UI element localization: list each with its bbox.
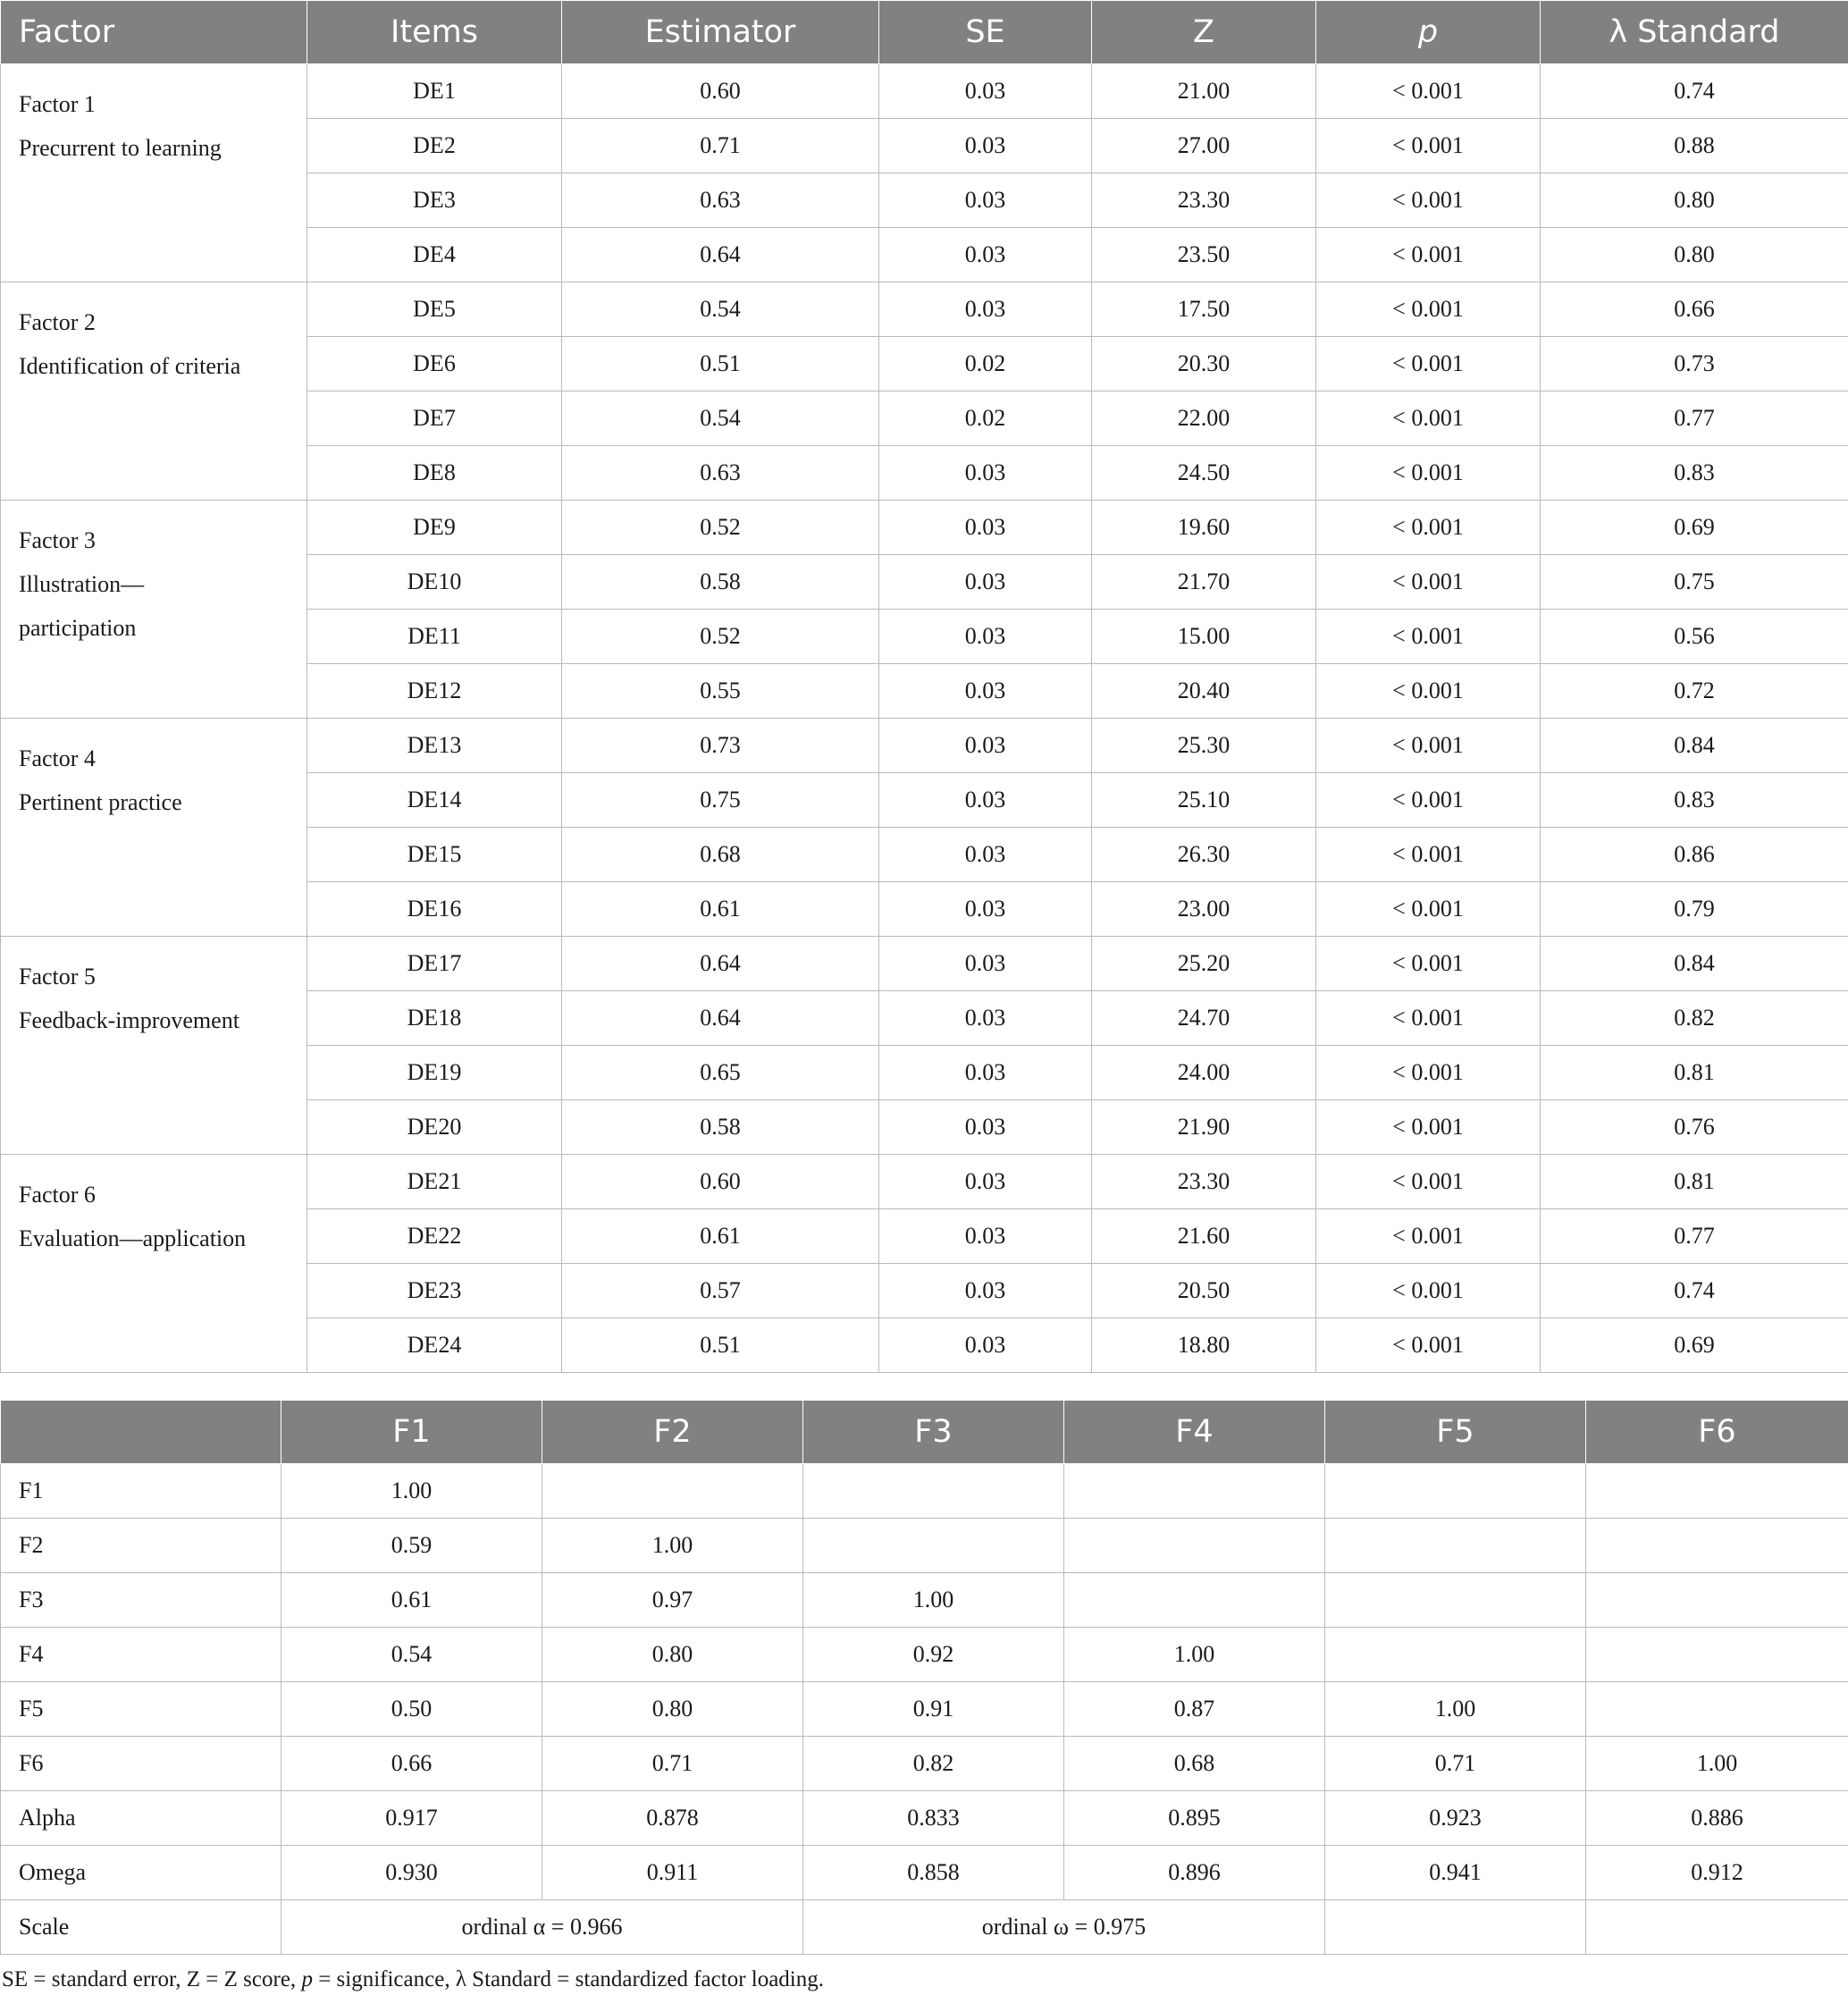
column-header-f2: F2: [542, 1401, 803, 1464]
cell-p-value: < 0.001: [1316, 391, 1541, 446]
cell-p-value: < 0.001: [1316, 173, 1541, 228]
table-row: [1, 1846, 1848, 1900]
cell-estimator: 0.64: [562, 937, 879, 991]
cell-estimator: 0.57: [562, 1264, 879, 1318]
cell-z: 23.30: [1092, 1155, 1316, 1209]
cell-f2: 1.00: [542, 1519, 803, 1573]
factor-cell: [1, 719, 307, 937]
cell-p-value: < 0.001: [1316, 555, 1541, 610]
cell-se: 0.03: [879, 282, 1092, 337]
cell-lambda-standard: 0.81: [1541, 1155, 1848, 1209]
cell-p-value: < 0.001: [1316, 773, 1541, 828]
cell-estimator: 0.71: [562, 119, 879, 173]
cell-f6: [1586, 1464, 1848, 1519]
footnote-p-symbol: p: [301, 1967, 313, 1991]
cell-z: 25.30: [1092, 719, 1316, 773]
cell-f2: 0.97: [542, 1573, 803, 1628]
column-header-f4: F4: [1064, 1401, 1325, 1464]
cell-se: 0.03: [879, 610, 1092, 664]
cell-f4: [1064, 1519, 1325, 1573]
empty-cell: [1325, 1900, 1586, 1955]
cell-f6: 0.886: [1586, 1791, 1848, 1846]
cell-lambda-standard: 0.84: [1541, 719, 1848, 773]
cell-lambda-standard: 0.74: [1541, 1264, 1848, 1318]
cell-p-value: < 0.001: [1316, 282, 1541, 337]
factor-correlation-table: [0, 1400, 1848, 1955]
cell-f5: 1.00: [1325, 1682, 1586, 1737]
table-header-row: [1, 1, 1848, 64]
cell-item: DE4: [307, 228, 562, 282]
cell-estimator: 0.54: [562, 391, 879, 446]
cell-f1: 0.54: [281, 1628, 542, 1682]
cell-lambda-standard: 0.56: [1541, 610, 1848, 664]
cell-p-value: < 0.001: [1316, 1100, 1541, 1155]
cell-f1: 0.50: [281, 1682, 542, 1737]
cell-item: DE10: [307, 555, 562, 610]
cell-f5: [1325, 1573, 1586, 1628]
cell-f1: 0.66: [281, 1737, 542, 1791]
factor-name: Identification of criteria: [19, 353, 241, 379]
cell-item: DE18: [307, 991, 562, 1046]
cell-z: 21.00: [1092, 64, 1316, 119]
factor-number: Factor 3: [19, 527, 96, 553]
cell-p-value: < 0.001: [1316, 446, 1541, 501]
cell-estimator: 0.63: [562, 446, 879, 501]
cell-se: 0.02: [879, 391, 1092, 446]
cell-f3: 0.82: [803, 1737, 1064, 1791]
cell-z: 17.50: [1092, 282, 1316, 337]
table-footnote: [0, 1967, 1848, 1992]
cell-estimator: 0.55: [562, 664, 879, 719]
cell-lambda-standard: 0.83: [1541, 446, 1848, 501]
table-header-row: [1, 1401, 1848, 1464]
factor-number: Factor 2: [19, 309, 96, 335]
table-row: [1, 937, 1848, 991]
table-row: [1, 501, 1848, 555]
cell-z: 21.70: [1092, 555, 1316, 610]
cell-p-value: < 0.001: [1316, 119, 1541, 173]
cell-item: DE9: [307, 501, 562, 555]
cell-p-value: < 0.001: [1316, 664, 1541, 719]
cell-se: 0.03: [879, 446, 1092, 501]
cell-lambda-standard: 0.86: [1541, 828, 1848, 882]
cell-z: 24.70: [1092, 991, 1316, 1046]
table-row: [1, 1464, 1848, 1519]
cell-f3: 0.91: [803, 1682, 1064, 1737]
column-header-f5: F5: [1325, 1401, 1586, 1464]
table-row: [1, 1791, 1848, 1846]
row-label: Alpha: [1, 1791, 281, 1846]
cell-z: 20.30: [1092, 337, 1316, 391]
cell-estimator: 0.54: [562, 282, 879, 337]
scale-row: [1, 1900, 1848, 1955]
cell-f6: [1586, 1573, 1848, 1628]
cell-se: 0.03: [879, 1318, 1092, 1373]
cell-f2: 0.80: [542, 1682, 803, 1737]
cell-f4: [1064, 1573, 1325, 1628]
factor-cell: [1, 64, 307, 282]
table-row: [1, 1155, 1848, 1209]
column-header-items: Items: [307, 1, 562, 64]
cell-item: DE24: [307, 1318, 562, 1373]
cell-f5: 0.71: [1325, 1737, 1586, 1791]
cell-item: DE17: [307, 937, 562, 991]
cell-lambda-standard: 0.80: [1541, 173, 1848, 228]
cell-z: 27.00: [1092, 119, 1316, 173]
factor-cell: [1, 937, 307, 1155]
factor-cell: [1, 1155, 307, 1373]
cell-estimator: 0.52: [562, 501, 879, 555]
table-row: [1, 719, 1848, 773]
cell-se: 0.03: [879, 555, 1092, 610]
table-row: [1, 1628, 1848, 1682]
table-gap: [0, 1373, 1848, 1400]
cell-se: 0.03: [879, 228, 1092, 282]
cell-item: DE16: [307, 882, 562, 937]
cell-p-value: < 0.001: [1316, 1318, 1541, 1373]
cell-estimator: 0.58: [562, 1100, 879, 1155]
table-row: [1, 1737, 1848, 1791]
cell-estimator: 0.75: [562, 773, 879, 828]
cell-item: DE21: [307, 1155, 562, 1209]
cell-lambda-standard: 0.81: [1541, 1046, 1848, 1100]
empty-cell: [1586, 1900, 1848, 1955]
cell-f6: [1586, 1682, 1848, 1737]
cell-f3: [803, 1464, 1064, 1519]
cell-p-value: < 0.001: [1316, 1264, 1541, 1318]
cell-f4: 0.895: [1064, 1791, 1325, 1846]
column-header-se: SE: [879, 1, 1092, 64]
cell-se: 0.03: [879, 1264, 1092, 1318]
cell-p-value: < 0.001: [1316, 228, 1541, 282]
cell-item: DE14: [307, 773, 562, 828]
cell-f1: 0.59: [281, 1519, 542, 1573]
cell-lambda-standard: 0.73: [1541, 337, 1848, 391]
cell-estimator: 0.60: [562, 1155, 879, 1209]
row-label: F2: [1, 1519, 281, 1573]
cell-z: 23.30: [1092, 173, 1316, 228]
row-label: F3: [1, 1573, 281, 1628]
column-header-z: Z: [1092, 1, 1316, 64]
cell-estimator: 0.51: [562, 337, 879, 391]
factor-name: Pertinent practice: [19, 789, 182, 815]
cell-item: DE22: [307, 1209, 562, 1264]
cell-estimator: 0.51: [562, 1318, 879, 1373]
cell-f5: [1325, 1464, 1586, 1519]
cell-f6: [1586, 1519, 1848, 1573]
column-header-f1: F1: [281, 1401, 542, 1464]
column-header-p: p: [1316, 1, 1541, 64]
cell-lambda-standard: 0.69: [1541, 501, 1848, 555]
cell-f3: 0.833: [803, 1791, 1064, 1846]
cell-se: 0.03: [879, 173, 1092, 228]
cell-estimator: 0.58: [562, 555, 879, 610]
cell-f5: [1325, 1519, 1586, 1573]
cell-f2: [542, 1464, 803, 1519]
cell-z: 24.00: [1092, 1046, 1316, 1100]
factor-name: Feedback-improvement: [19, 1007, 239, 1033]
cell-se: 0.03: [879, 1155, 1092, 1209]
cell-f4: 0.87: [1064, 1682, 1325, 1737]
cell-z: 20.40: [1092, 664, 1316, 719]
cell-se: 0.03: [879, 828, 1092, 882]
factor-cell: [1, 282, 307, 501]
cell-z: 26.30: [1092, 828, 1316, 882]
cell-se: 0.03: [879, 719, 1092, 773]
cell-lambda-standard: 0.88: [1541, 119, 1848, 173]
cell-se: 0.03: [879, 119, 1092, 173]
cell-z: 20.50: [1092, 1264, 1316, 1318]
cell-lambda-standard: 0.76: [1541, 1100, 1848, 1155]
cell-estimator: 0.52: [562, 610, 879, 664]
table-row: [1, 64, 1848, 119]
cell-p-value: < 0.001: [1316, 337, 1541, 391]
row-label: Scale: [1, 1900, 281, 1955]
cell-estimator: 0.63: [562, 173, 879, 228]
column-header-estimator: Estimator: [562, 1, 879, 64]
factor-name: Precurrent to learning: [19, 135, 222, 161]
factor-cell: [1, 501, 307, 719]
cell-lambda-standard: 0.77: [1541, 1209, 1848, 1264]
cell-item: DE2: [307, 119, 562, 173]
cell-estimator: 0.61: [562, 1209, 879, 1264]
cell-estimator: 0.60: [562, 64, 879, 119]
cell-se: 0.03: [879, 882, 1092, 937]
footnote-part2: = significance, λ Standard = standardized factor loading.: [312, 1967, 825, 1991]
cell-se: 0.03: [879, 501, 1092, 555]
footnote-part1: SE = standard error, Z = Z score,: [2, 1967, 302, 1991]
cell-f3: 1.00: [803, 1573, 1064, 1628]
cell-lambda-standard: 0.79: [1541, 882, 1848, 937]
cell-f4: 1.00: [1064, 1628, 1325, 1682]
cell-estimator: 0.64: [562, 991, 879, 1046]
cell-z: 25.10: [1092, 773, 1316, 828]
cell-p-value: < 0.001: [1316, 1155, 1541, 1209]
factor-name: Illustration—: [19, 571, 145, 597]
cell-z: 21.90: [1092, 1100, 1316, 1155]
cell-f5: 0.941: [1325, 1846, 1586, 1900]
cell-se: 0.03: [879, 1046, 1092, 1100]
cell-se: 0.02: [879, 337, 1092, 391]
cell-lambda-standard: 0.72: [1541, 664, 1848, 719]
cell-item: DE12: [307, 664, 562, 719]
row-label: F4: [1, 1628, 281, 1682]
cell-item: DE5: [307, 282, 562, 337]
cell-lambda-standard: 0.84: [1541, 937, 1848, 991]
cell-f1: 0.917: [281, 1791, 542, 1846]
cell-p-value: < 0.001: [1316, 719, 1541, 773]
table-row: [1, 1682, 1848, 1737]
cell-item: DE7: [307, 391, 562, 446]
cell-p-value: < 0.001: [1316, 991, 1541, 1046]
cell-f2: 0.911: [542, 1846, 803, 1900]
cell-f5: 0.923: [1325, 1791, 1586, 1846]
cell-item: DE20: [307, 1100, 562, 1155]
cell-f4: [1064, 1464, 1325, 1519]
cell-lambda-standard: 0.80: [1541, 228, 1848, 282]
column-header-factor: Factor: [1, 1, 307, 64]
cell-f3: [803, 1519, 1064, 1573]
cell-se: 0.03: [879, 664, 1092, 719]
row-label: F6: [1, 1737, 281, 1791]
factor-number: Factor 5: [19, 964, 96, 989]
table-row: [1, 1573, 1848, 1628]
cell-lambda-standard: 0.69: [1541, 1318, 1848, 1373]
cell-p-value: < 0.001: [1316, 501, 1541, 555]
cell-se: 0.03: [879, 64, 1092, 119]
cell-z: 18.80: [1092, 1318, 1316, 1373]
cell-estimator: 0.68: [562, 828, 879, 882]
cell-z: 25.20: [1092, 937, 1316, 991]
cell-lambda-standard: 0.77: [1541, 391, 1848, 446]
cell-se: 0.03: [879, 991, 1092, 1046]
cell-f2: 0.878: [542, 1791, 803, 1846]
cell-se: 0.03: [879, 1100, 1092, 1155]
cell-lambda-standard: 0.74: [1541, 64, 1848, 119]
cell-z: 21.60: [1092, 1209, 1316, 1264]
cell-f2: 0.80: [542, 1628, 803, 1682]
column-header-f3: F3: [803, 1401, 1064, 1464]
cell-estimator: 0.73: [562, 719, 879, 773]
cell-f6: 0.912: [1586, 1846, 1848, 1900]
cell-se: 0.03: [879, 773, 1092, 828]
column-header-f6: F6: [1586, 1401, 1848, 1464]
cell-se: 0.03: [879, 937, 1092, 991]
cell-z: 23.50: [1092, 228, 1316, 282]
cell-lambda-standard: 0.75: [1541, 555, 1848, 610]
cell-z: 19.60: [1092, 501, 1316, 555]
cell-item: DE13: [307, 719, 562, 773]
cell-f1: 1.00: [281, 1464, 542, 1519]
factor-number: Factor 4: [19, 745, 96, 771]
row-label: F1: [1, 1464, 281, 1519]
table-row: [1, 1519, 1848, 1573]
row-label: Omega: [1, 1846, 281, 1900]
factor-number: Factor 1: [19, 91, 96, 117]
cell-f6: [1586, 1628, 1848, 1682]
cell-item: DE8: [307, 446, 562, 501]
cell-item: DE19: [307, 1046, 562, 1100]
column-header-lambda-standard: λ Standard: [1541, 1, 1848, 64]
cell-lambda-standard: 0.83: [1541, 773, 1848, 828]
cell-se: 0.03: [879, 1209, 1092, 1264]
cell-lambda-standard: 0.66: [1541, 282, 1848, 337]
cell-p-value: < 0.001: [1316, 937, 1541, 991]
cell-z: 23.00: [1092, 882, 1316, 937]
cell-estimator: 0.64: [562, 228, 879, 282]
cell-item: DE6: [307, 337, 562, 391]
cell-z: 24.50: [1092, 446, 1316, 501]
cell-p-value: < 0.001: [1316, 1209, 1541, 1264]
cell-p-value: < 0.001: [1316, 828, 1541, 882]
cell-z: 15.00: [1092, 610, 1316, 664]
cell-item: DE23: [307, 1264, 562, 1318]
row-label: F5: [1, 1682, 281, 1737]
factor-name: Evaluation—application: [19, 1225, 247, 1251]
cell-f4: 0.896: [1064, 1846, 1325, 1900]
cell-f5: [1325, 1628, 1586, 1682]
cell-estimator: 0.65: [562, 1046, 879, 1100]
cell-f1: 0.61: [281, 1573, 542, 1628]
cell-p-value: < 0.001: [1316, 882, 1541, 937]
cell-f4: 0.68: [1064, 1737, 1325, 1791]
cell-z: 22.00: [1092, 391, 1316, 446]
cell-p-value: < 0.001: [1316, 64, 1541, 119]
column-header-blank: [1, 1401, 281, 1464]
table-row: [1, 282, 1848, 337]
cell-estimator: 0.61: [562, 882, 879, 937]
factor-number: Factor 6: [19, 1182, 96, 1208]
cell-item: DE1: [307, 64, 562, 119]
ordinal-omega-cell: ordinal ω = 0.975: [803, 1900, 1325, 1955]
cell-f2: 0.71: [542, 1737, 803, 1791]
cell-p-value: < 0.001: [1316, 1046, 1541, 1100]
cell-f1: 0.930: [281, 1846, 542, 1900]
cell-f6: 1.00: [1586, 1737, 1848, 1791]
cell-item: DE11: [307, 610, 562, 664]
cell-f3: 0.92: [803, 1628, 1064, 1682]
cell-lambda-standard: 0.82: [1541, 991, 1848, 1046]
cell-f3: 0.858: [803, 1846, 1064, 1900]
ordinal-alpha-cell: ordinal α = 0.966: [281, 1900, 803, 1955]
cell-item: DE15: [307, 828, 562, 882]
cell-p-value: < 0.001: [1316, 610, 1541, 664]
cell-item: DE3: [307, 173, 562, 228]
factor-name: participation: [19, 615, 137, 641]
